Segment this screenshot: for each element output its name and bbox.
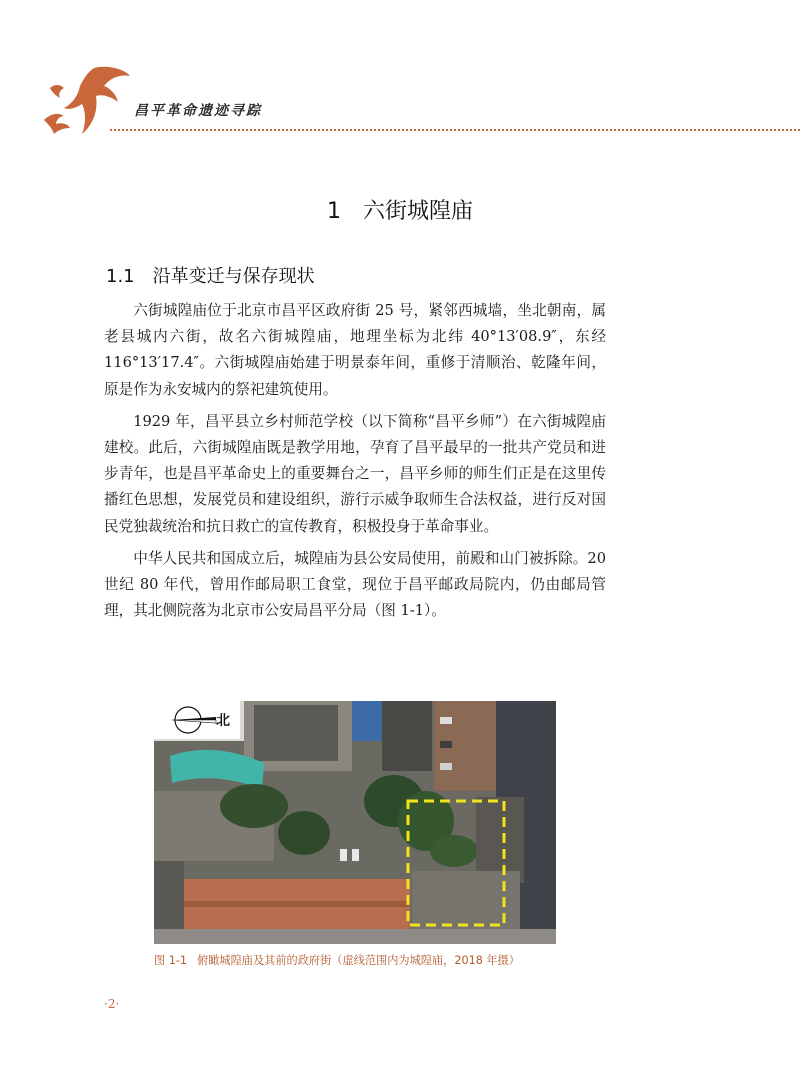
paragraph: 中华人民共和国成立后，城隍庙为县公安局使用，前殿和山门被拆除。20 世纪 80 年代，曾用作邮局职工食堂，现位于昌平邮政局院内，仍由邮局管理，其北侧院落为北京市公安局昌平分局（图 1-1）。 <box>104 549 606 620</box>
north-label: 北 <box>216 713 230 729</box>
north-indicator <box>154 701 240 739</box>
section-number: 1.1 <box>106 266 135 287</box>
paragraph: 1929 年，昌平县立乡村师范学校（以下简称“昌平乡师”）在六街城隍庙建校。此后，六街城隍庙既是教学用地，孕育了昌平最早的一批共产党员和进步青年，也是昌平革命史上的重要舞台之一，昌平乡师的师生们正是在这里传播红色思想，发展党员和建设组织，游行示威争取师生合法权益，进行反对国民党独裁统治和抗日救亡的宣传教育，积极投身于革命事业。 <box>104 412 606 535</box>
aerial-photo <box>154 701 556 944</box>
north-arrow-icon <box>170 705 220 735</box>
paragraph: 六街城隍庙位于北京市昌平区政府街 25 号，紧邻西城墙，坐北朝南，属老县城内六街，故名六街城隍庙，地理坐标为北纬 40°13′08.9″，东经116°13′17.4″。六街城隍庙始建于明景泰年间，重修于清顺治、乾隆年间，原是作为永安城内的祭祀建筑使用。 <box>104 302 606 398</box>
header-dotted-rule <box>110 129 800 131</box>
section-title-text: 沿革变迁与保存现状 <box>152 266 315 287</box>
page-number: ·2· <box>104 997 120 1011</box>
chapter-heading <box>0 194 800 225</box>
chapter-number: 1 <box>326 199 341 224</box>
figure-caption-text: 俯瞰城隍庙及其前的政府街（虚线范围内为城隍庙，2018 年摄） <box>197 954 520 967</box>
figure-caption <box>154 952 520 968</box>
running-header <box>0 0 800 140</box>
running-header-title: 昌平革命遗迹寻踪 <box>134 103 262 119</box>
body-text <box>104 298 606 630</box>
figure-caption-number: 图 1-1 <box>154 954 188 967</box>
section-heading <box>106 262 315 288</box>
chapter-title-text: 六街城隍庙 <box>362 199 473 224</box>
